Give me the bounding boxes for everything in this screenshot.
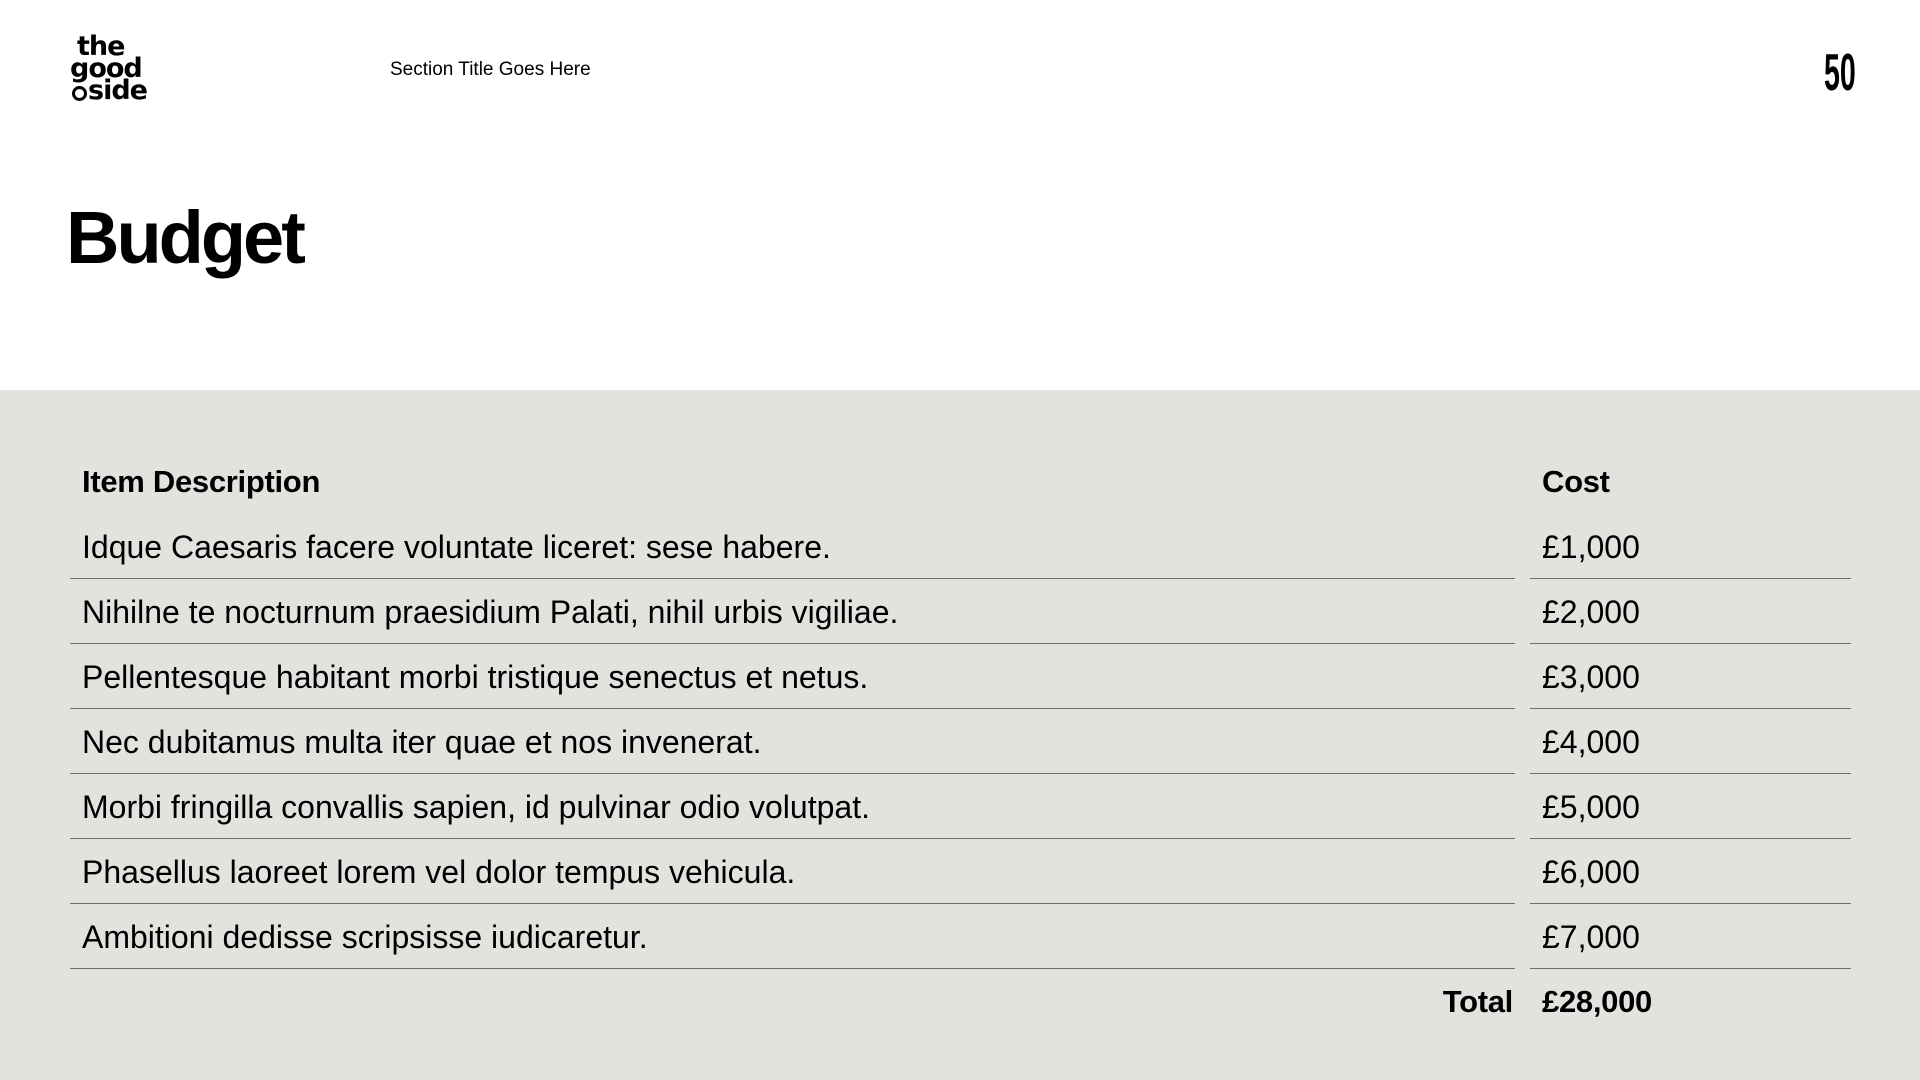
table-row [70, 710, 1851, 775]
logo-word-side: side [88, 75, 147, 106]
item-description: Morbi fringilla convallis sapien, id pulvinar odio volutpat. [70, 775, 1515, 839]
item-cost: £7,000 [1530, 905, 1851, 969]
item-cost: £5,000 [1530, 775, 1851, 839]
item-cost: £3,000 [1530, 645, 1851, 709]
section-title: Section Title Goes Here [390, 59, 591, 80]
budget-table [70, 450, 1851, 1035]
item-description: Phasellus laoreet lorem vel dolor tempus vehicula. [70, 840, 1515, 904]
logo-word-good: good [70, 53, 142, 84]
item-cost: £1,000 [1530, 515, 1851, 579]
page-title: Budget [66, 196, 303, 279]
budget-panel [0, 390, 1920, 1080]
item-description: Ambitioni dedisse scripsisse iudicaretur. [70, 905, 1515, 969]
column-header-cost: Cost [1542, 464, 1610, 499]
item-description: Nec dubitamus multa iter quae et nos invenerat. [70, 710, 1515, 774]
table-row [70, 840, 1851, 905]
logo-word-the: the [77, 31, 125, 62]
table-row [70, 775, 1851, 840]
item-cost: £6,000 [1530, 840, 1851, 904]
slide-header [0, 0, 1920, 390]
item-description: Idque Caesaris facere voluntate liceret: sese habere. [70, 515, 1515, 579]
logo-ring-icon [72, 86, 87, 101]
item-cost: £4,000 [1530, 710, 1851, 774]
item-cost: £2,000 [1530, 580, 1851, 644]
table-row [70, 580, 1851, 645]
column-header-description: Item Description [82, 464, 321, 499]
table-row [70, 905, 1851, 970]
item-description: Pellentesque habitant morbi tristique senectus et netus. [70, 645, 1515, 709]
table-row [70, 515, 1851, 580]
total-value: £28,000 [1542, 984, 1652, 1019]
total-label: Total [1442, 984, 1513, 1019]
brand-logo [70, 31, 156, 110]
table-header-row [70, 450, 1851, 515]
item-description: Nihilne te nocturnum praesidium Palati, nihil urbis vigiliae. [70, 580, 1515, 644]
table-total-row [70, 970, 1851, 1035]
table-row [70, 645, 1851, 710]
page-number: 50 [1824, 44, 1856, 102]
